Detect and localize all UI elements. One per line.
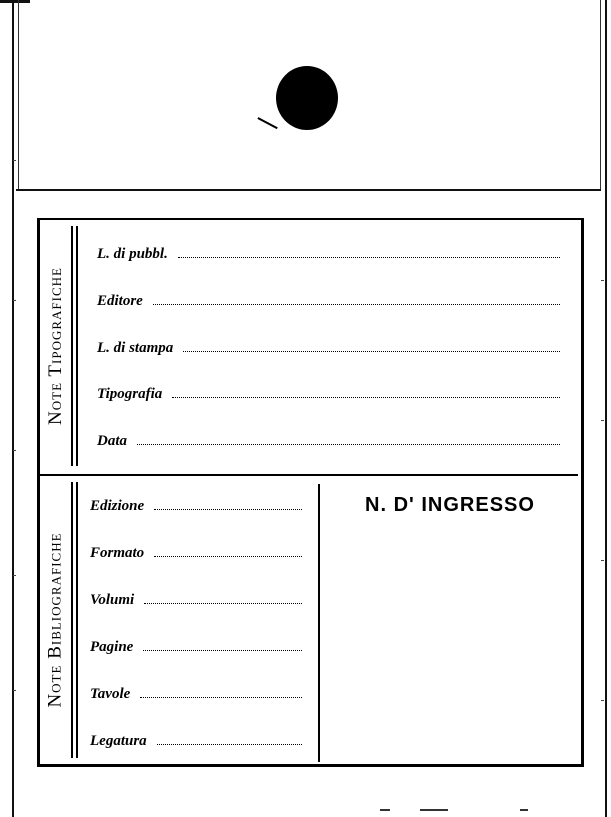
field-label: Pagine [90, 639, 134, 655]
field-row [97, 433, 560, 450]
field-row [97, 340, 560, 357]
field-line[interactable] [154, 508, 302, 510]
edge-mark [13, 300, 16, 301]
field-label: L. di pubbl. [97, 246, 168, 262]
bibliografiche-section-label: Note Bibliografiche [44, 532, 66, 708]
field-label: Formato [90, 545, 145, 561]
edge-mark [601, 560, 604, 561]
bottom-mark [520, 809, 528, 811]
edge-mark [13, 450, 16, 451]
edge-mark [13, 160, 16, 161]
edge-mark [601, 700, 604, 701]
tipografiche-side [40, 226, 71, 466]
edge-mark [601, 280, 604, 281]
card-right-edge [605, 0, 607, 817]
field-row [90, 545, 302, 562]
ingresso-number-label: N. D' INGRESSO [365, 494, 535, 516]
bottom-mark [380, 809, 390, 811]
field-row [97, 386, 560, 403]
field-line[interactable] [154, 555, 302, 557]
field-row [97, 246, 560, 263]
tipografiche-section-label: Note Tipografiche [44, 267, 66, 425]
field-label: Tipografia [97, 386, 163, 402]
bibliografiche-side [40, 482, 71, 758]
field-line[interactable] [178, 256, 560, 258]
field-line[interactable] [172, 396, 560, 398]
edge-mark [601, 420, 604, 421]
section-divider [40, 474, 578, 476]
field-label: Editore [97, 293, 143, 309]
field-row [90, 639, 302, 656]
field-row [97, 293, 560, 310]
field-row [90, 733, 302, 750]
card-right-inner-edge [600, 0, 601, 190]
field-line[interactable] [137, 443, 560, 445]
punch-hole-mark [258, 117, 278, 129]
field-label: L. di stampa [97, 340, 174, 356]
punch-hole [276, 66, 338, 130]
field-line[interactable] [144, 602, 302, 604]
field-label: Data [97, 433, 127, 449]
card-left-edge [12, 0, 14, 817]
side-rule [76, 226, 78, 466]
form-bottom-border [37, 764, 584, 767]
field-row [90, 592, 302, 609]
fold-line [16, 189, 601, 191]
field-row [90, 686, 302, 703]
form-top-border [37, 218, 584, 220]
field-row [90, 498, 302, 515]
field-line[interactable] [157, 743, 302, 745]
field-label: Tavole [90, 686, 131, 702]
side-rule [71, 226, 73, 466]
bottom-mark [420, 809, 448, 811]
field-line[interactable] [183, 350, 560, 352]
card-left-inner-edge [18, 0, 19, 190]
edge-mark [13, 575, 16, 576]
ingresso-divider [318, 484, 320, 762]
field-line[interactable] [153, 303, 560, 305]
card-top-edge [0, 0, 30, 3]
side-rule [76, 482, 78, 758]
side-rule [71, 482, 73, 758]
field-label: Legatura [90, 733, 147, 749]
field-line[interactable] [140, 696, 302, 698]
field-line[interactable] [143, 649, 302, 651]
edge-mark [13, 690, 16, 691]
field-label: Edizione [90, 498, 145, 514]
field-label: Volumi [90, 592, 135, 608]
